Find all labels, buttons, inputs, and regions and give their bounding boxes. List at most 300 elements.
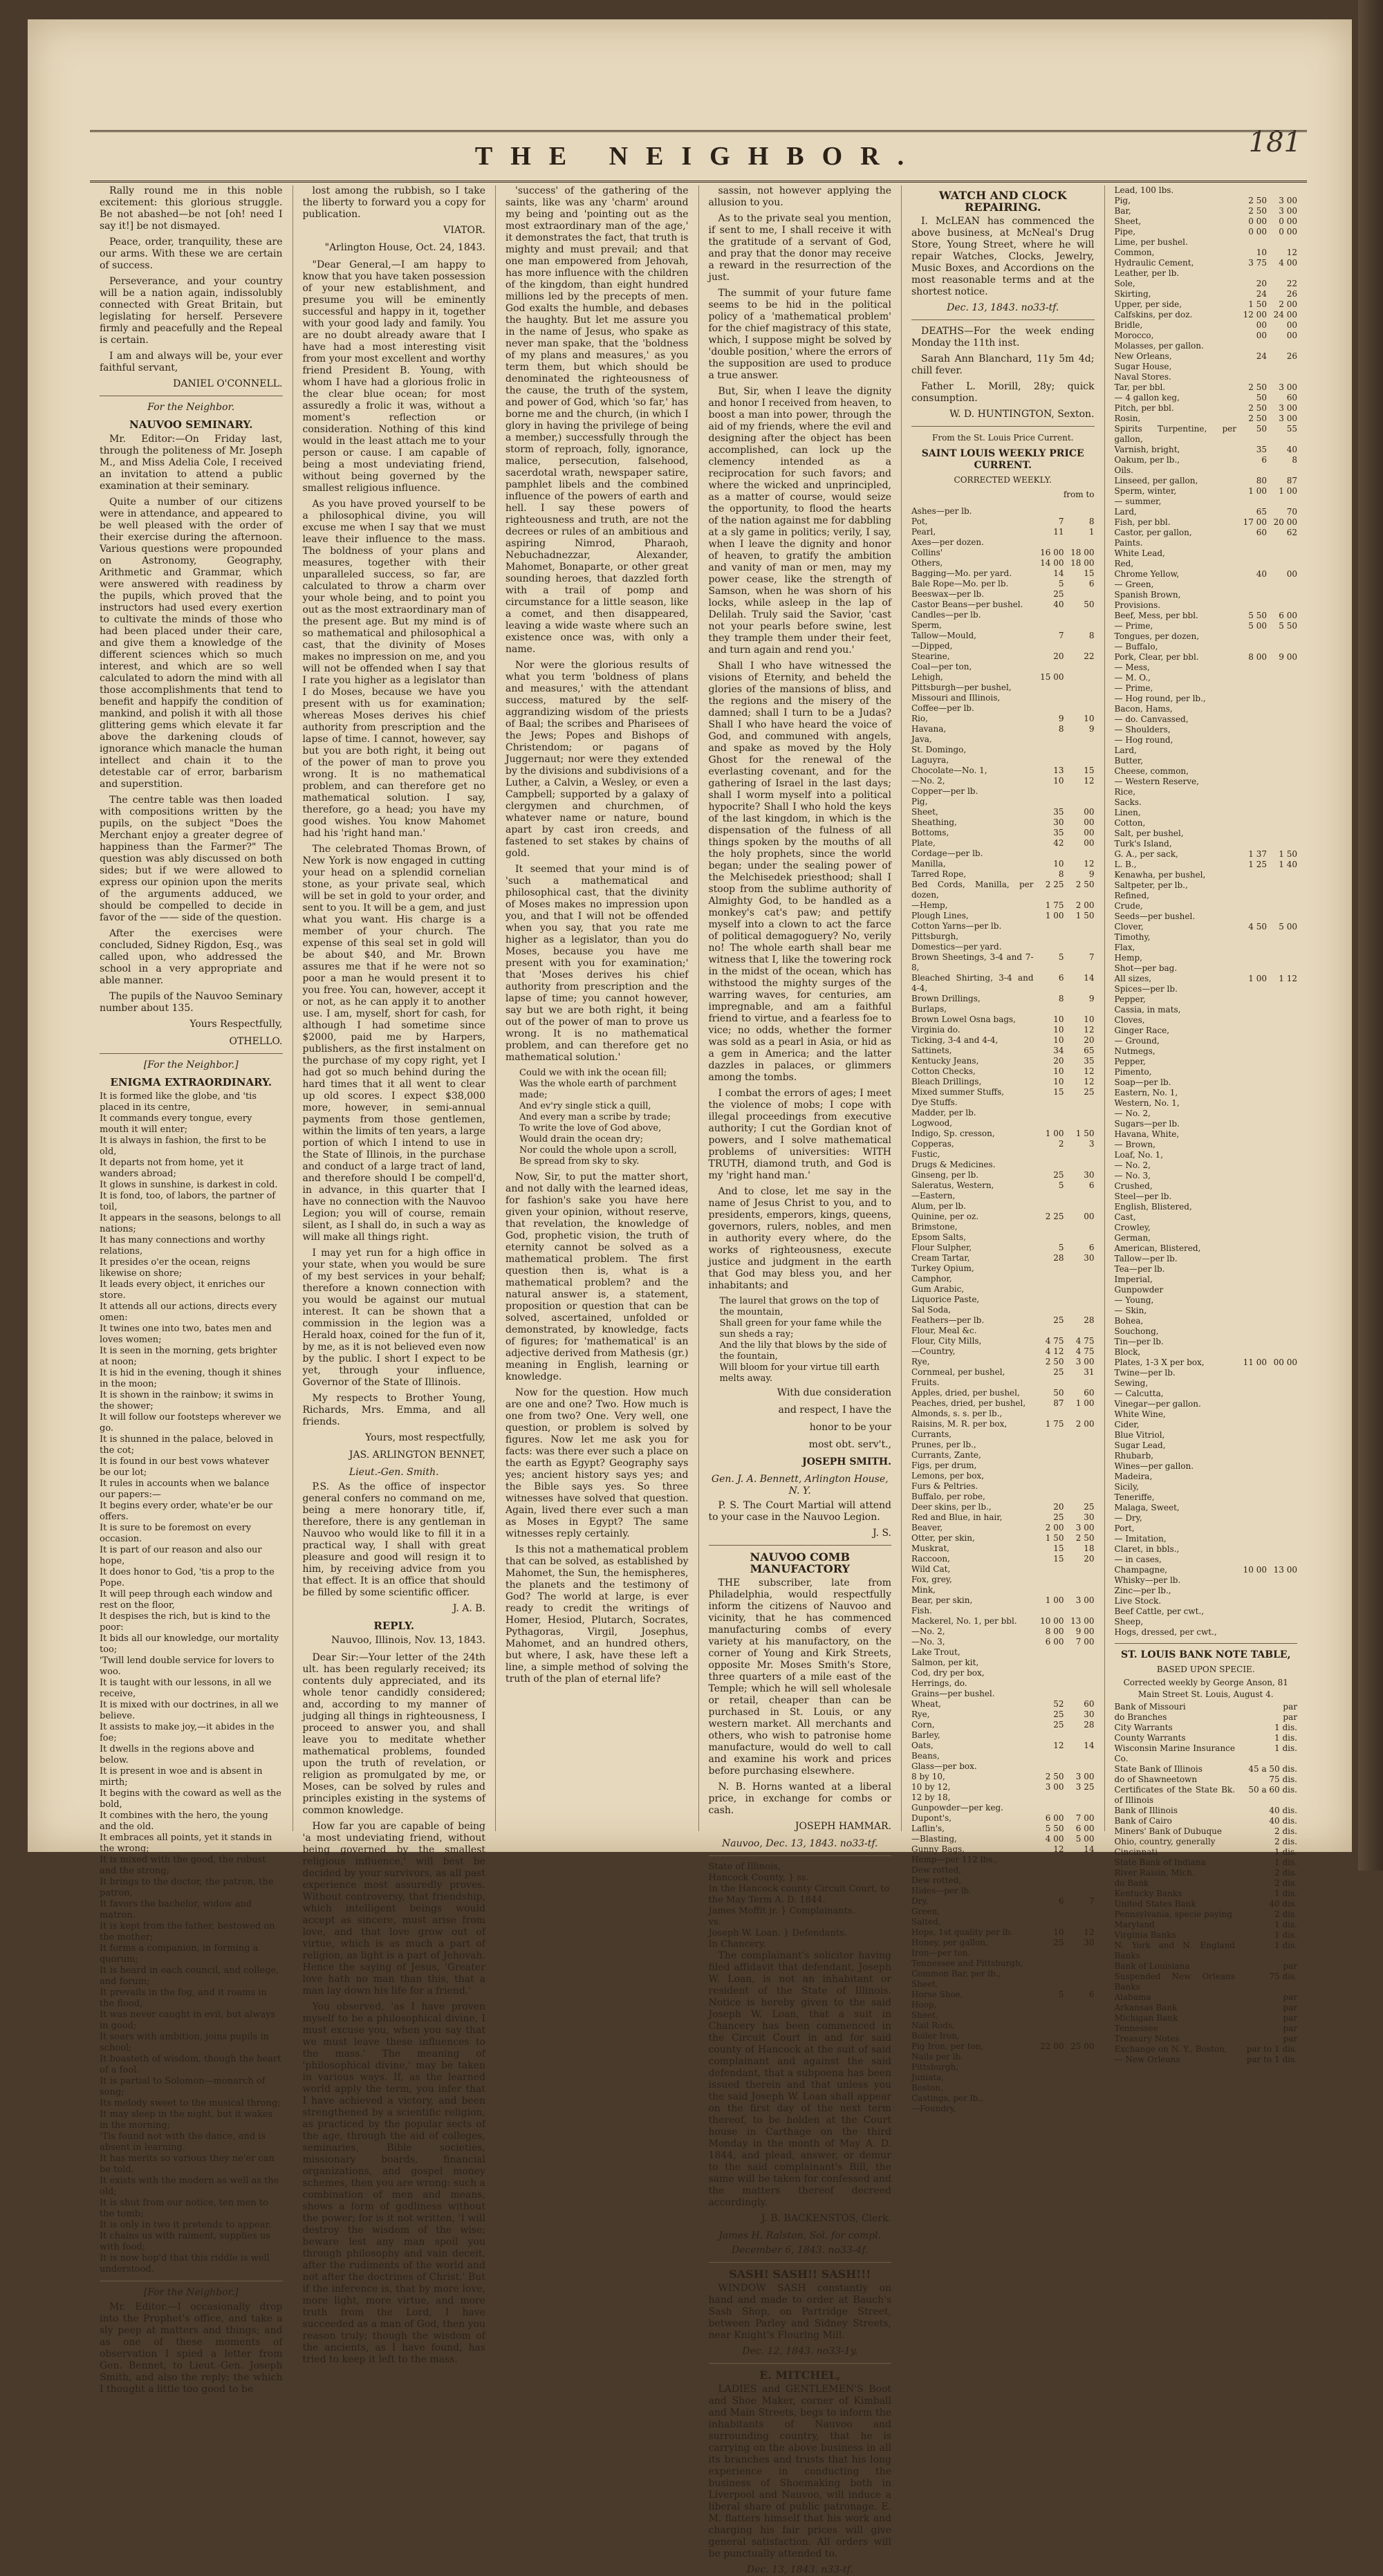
row-label: Ginseng, per lb. xyxy=(911,1170,979,1180)
paragraph: Rally round me in this noble excitement: this glorious struggle. Be not abashed—be not [oh! need I say it!] be not dismayed. xyxy=(100,185,283,232)
row-value xyxy=(1267,891,1297,901)
row-value xyxy=(1064,797,1095,807)
row-label: — M. O., xyxy=(1114,673,1151,683)
row-label: Ginger Race, xyxy=(1114,1026,1170,1035)
price-row xyxy=(1115,1368,1298,1378)
row-value xyxy=(1034,1979,1064,1990)
row-label: Champagne, xyxy=(1114,1565,1168,1575)
price-row xyxy=(1115,1160,1298,1171)
row-value: 50 xyxy=(1256,393,1267,402)
verse-line: Shall green for your fame while the sun sheds a ray; xyxy=(719,1318,882,1340)
row-value xyxy=(1064,1232,1095,1243)
row-value xyxy=(1034,1149,1064,1160)
row-value: 40 dis. xyxy=(1269,1899,1297,1909)
row-value xyxy=(1064,1409,1095,1419)
row-label: Madder, per lb. xyxy=(911,1108,976,1118)
row-value xyxy=(1267,1420,1297,1430)
row-label: —Country, xyxy=(911,1346,956,1356)
row-value xyxy=(1267,1150,1297,1160)
row-label: Virginia do. xyxy=(911,1025,960,1035)
row-value xyxy=(1034,1751,1064,1761)
bennet-signature: JAS. ARLINGTON BENNET, xyxy=(349,1449,485,1461)
row-value: 20 xyxy=(1084,1554,1095,1564)
row-label: Cotton, xyxy=(1114,818,1146,828)
row-value xyxy=(1064,693,1095,703)
price-row xyxy=(911,1222,1095,1232)
row-value xyxy=(1236,631,1267,642)
row-label: Pepper, xyxy=(1114,994,1146,1004)
poem-line: It presides o'er the ocean, reigns likewise on shore; xyxy=(100,1257,250,1279)
row-value: 10 00 xyxy=(1243,1565,1267,1575)
price-row xyxy=(911,1180,1095,1191)
row-label: Loaf, No. 1, xyxy=(1114,1150,1164,1160)
row-value xyxy=(1064,2010,1095,2021)
poem-line: It is shown in the rainbow; it swims in the shower; xyxy=(100,1390,274,1411)
price-row xyxy=(1115,777,1298,787)
row-value xyxy=(1236,1026,1267,1036)
row-value xyxy=(1064,1689,1095,1699)
verse-line: Would drain the ocean dry; xyxy=(519,1134,643,1145)
row-value xyxy=(1034,734,1064,745)
row-label: Plates, 1-3 X per box, xyxy=(1114,1358,1205,1367)
row-value xyxy=(1034,1575,1064,1585)
price-row xyxy=(1115,1472,1298,1482)
row-value: 5 50 xyxy=(1045,1824,1064,1833)
poem-line: It will follow our footsteps wherever we go. xyxy=(100,1412,281,1434)
row-label: Certificates of the State Bk. of Illinois xyxy=(1114,1785,1235,1805)
row-value: 8 00 xyxy=(1045,1627,1064,1636)
poem-line: It is hid in the evening, though it shines in the moon; xyxy=(100,1368,281,1389)
row-label: Beef Cattle, per cwt., xyxy=(1114,1606,1205,1616)
price-row xyxy=(911,1689,1095,1699)
row-label: Steel—per lb. xyxy=(1114,1192,1172,1201)
row-value: 0 00 xyxy=(1279,216,1297,226)
row-value xyxy=(1064,932,1095,942)
row-label: Maryland xyxy=(1114,1920,1155,1929)
row-label: Crude, xyxy=(1114,901,1143,911)
price-row xyxy=(911,1295,1095,1305)
bank-row xyxy=(1115,1806,1298,1816)
price-row xyxy=(1115,1212,1298,1223)
row-value: 4 00 xyxy=(1045,1834,1064,1844)
paragraph: Quite a number of our citizens were in attendance, and appeared to be well pleased with the order of their exercise during the afternoon. Various questions were propounded on Astronomy, Geography, Arithmetic and Grammar, which were answered with readiness by the pupils, which proved that the instructors had used every exertion to cultivate the minds of those who had been placed under their care, and give them a knowledge of the different sciences which so much interest, and which are so well calculated to adorn the mind with all those accomplishments that tend to benefit and happify the condition of mankind, and polish it with all those glittering gems which elevate it far above the darkening clouds of ignorance which manacle the human intellect and chain it to the detestable car of error, barbarism and superstition. xyxy=(100,497,283,790)
price-row xyxy=(911,1014,1095,1025)
price-row xyxy=(911,755,1095,766)
row-value xyxy=(1064,1751,1095,1761)
row-value: 13 00 xyxy=(1070,1616,1095,1626)
row-value xyxy=(1267,1088,1297,1098)
row-value xyxy=(1034,1658,1064,1668)
row-value xyxy=(1236,1617,1267,1627)
bank-row xyxy=(1115,1712,1298,1723)
row-value xyxy=(1064,1378,1095,1388)
row-label: Iron—per ton. xyxy=(911,1948,971,1958)
row-label: Burlaps, xyxy=(911,1004,947,1014)
row-value xyxy=(1064,1585,1095,1595)
row-label: New Orleans, xyxy=(1114,351,1172,361)
legal-line: In Chancery. xyxy=(708,1939,766,1949)
row-value: 25 xyxy=(1084,1087,1095,1097)
price-row xyxy=(911,672,1095,683)
row-value xyxy=(1064,1149,1095,1160)
row-value xyxy=(1064,1886,1095,1896)
price-row xyxy=(911,869,1095,880)
row-value xyxy=(1267,341,1297,351)
row-label: Flour, Meal &c. xyxy=(911,1326,977,1335)
price-row xyxy=(911,568,1095,579)
price-row xyxy=(1115,1171,1298,1181)
row-label: Rio, xyxy=(911,714,928,723)
verse-line: Nor could the whole upon a scroll, xyxy=(519,1145,677,1156)
row-value xyxy=(1236,1575,1267,1586)
row-label: Tennessee and Pittsburgh, xyxy=(911,1958,1023,1968)
row-value xyxy=(1064,745,1095,755)
price-row xyxy=(1115,548,1298,559)
row-label: Pimento, xyxy=(1114,1067,1152,1077)
row-value xyxy=(1236,994,1267,1005)
row-value xyxy=(1034,1461,1064,1471)
row-value: 3 75 xyxy=(1248,258,1267,268)
row-label: Havana, xyxy=(911,724,947,734)
poem-line: It has merits so various they ne'er can be told, xyxy=(100,2153,275,2175)
price-row xyxy=(1115,1378,1298,1389)
row-label: Sheet, xyxy=(911,2010,938,2020)
row-value xyxy=(1064,1730,1095,1741)
row-value: 2 00 xyxy=(1279,299,1297,309)
price-row xyxy=(1115,1026,1298,1036)
row-value: 7 xyxy=(1088,1896,1095,1906)
row-value xyxy=(1034,1875,1064,1886)
close-line-1: With due consideration xyxy=(777,1387,891,1398)
price-row xyxy=(911,807,1095,817)
row-value: 55 xyxy=(1286,424,1297,434)
row-value: par xyxy=(1283,2013,1297,2023)
row-value xyxy=(1064,662,1095,672)
row-value xyxy=(1034,1948,1064,1958)
paragraph: How far you are capable of being 'a most undeviating friend, without being governed by the smallest religious influence,' will best be decided by your survivors, as all past experience most assuredly proves. Without controversy, that friendship, which intelligent beings would accept as sincere, must arise from love, and that love grow out of virtue, which is as much a part of religion, as light is a part of Jehovah. Hence the saying of Jesus, 'Greater love hath no man than this, that a man lay down his life for a friend.' xyxy=(302,1821,485,1996)
price-row xyxy=(911,745,1095,755)
row-label: County Warrants xyxy=(1114,1733,1186,1743)
row-label: Morocco, xyxy=(1114,331,1154,340)
reply-title: REPLY. xyxy=(373,1620,415,1632)
row-value xyxy=(1267,1015,1297,1026)
price-row xyxy=(1115,1140,1298,1150)
row-label: Sewing, xyxy=(1114,1378,1149,1388)
row-label: Crushed, xyxy=(1114,1181,1153,1191)
row-label: Fox, grey, xyxy=(911,1575,952,1584)
divider xyxy=(911,319,1095,320)
row-label: Cotton Checks, xyxy=(911,1066,976,1076)
price-row xyxy=(911,1253,1095,1263)
row-label: Linen, xyxy=(1114,808,1141,817)
row-label: Bleached Shirting, 3-4 and 4-4, xyxy=(911,973,1034,993)
row-value xyxy=(1236,1523,1267,1534)
row-value xyxy=(1267,673,1297,683)
row-label: Chocolate—No. 1, xyxy=(911,766,987,775)
columns xyxy=(90,185,1307,2575)
price-row xyxy=(1115,1347,1298,1358)
row-value xyxy=(1236,1067,1267,1077)
price-row xyxy=(911,620,1095,631)
row-value xyxy=(1064,703,1095,714)
row-value xyxy=(1034,641,1064,651)
row-value: 2 50 xyxy=(1248,403,1267,413)
poem-line: It departs not from home, yet it wanders abroad; xyxy=(100,1158,243,1179)
bank-row xyxy=(1115,1920,1298,1930)
price-row xyxy=(1115,1586,1298,1596)
row-value xyxy=(1236,1461,1267,1472)
row-value xyxy=(1236,1430,1267,1440)
row-value: 8 00 xyxy=(1248,652,1267,662)
reply-continued-2 xyxy=(505,1171,689,1685)
row-value: 1 00 xyxy=(1248,486,1267,496)
row-label: Salmon, per kit, xyxy=(911,1658,979,1667)
row-value: 40 xyxy=(1256,569,1267,579)
row-value: 00 xyxy=(1084,1212,1095,1221)
row-value xyxy=(1236,1378,1267,1389)
row-label: Raccoon, xyxy=(911,1554,950,1564)
close-line-4: most obt. serv't., xyxy=(808,1439,891,1450)
mitchel-ad-title: E. MITCHEL, xyxy=(759,2369,841,2382)
price-row xyxy=(1115,1295,1298,1306)
row-value: par xyxy=(1283,1712,1297,1722)
viator-intro: lost among the rubbish, so I take the liberty to forward you a copy for publication. xyxy=(302,185,485,220)
price-row xyxy=(911,1917,1095,1927)
price-row xyxy=(911,942,1095,952)
price-row xyxy=(911,651,1095,662)
price-row xyxy=(911,1855,1095,1865)
row-value xyxy=(1034,2000,1064,2010)
row-value: 11 xyxy=(1053,527,1064,537)
row-value: 6 xyxy=(1088,1990,1095,1999)
price-row xyxy=(1115,1337,1298,1347)
row-label: Beeswax—per lb. xyxy=(911,589,985,599)
price-row xyxy=(911,693,1095,703)
row-value xyxy=(1236,828,1267,839)
row-value: 9 xyxy=(1088,724,1095,734)
row-value: par xyxy=(1283,2023,1297,2033)
price-row xyxy=(1115,1202,1298,1212)
price-row xyxy=(911,1077,1095,1087)
row-value xyxy=(1267,870,1297,880)
price-row xyxy=(911,1118,1095,1129)
prices-subtitle: CORRECTED WEEKLY. xyxy=(954,475,1052,485)
row-value: 6 xyxy=(1058,1896,1064,1906)
row-value: 20 xyxy=(1084,1035,1095,1045)
row-value xyxy=(1236,268,1267,279)
row-value xyxy=(1267,994,1297,1005)
row-value: 26 xyxy=(1286,351,1297,361)
poem-line: It forms a companion, in forming a quorum; xyxy=(100,1943,259,1965)
price-row xyxy=(1115,393,1298,403)
bottom-source: [For the Neighbor.] xyxy=(143,2287,239,2298)
row-value xyxy=(1236,1472,1267,1482)
row-value xyxy=(1236,1492,1267,1503)
verse-line: And the lily that blows by the side of the fountain, xyxy=(719,1340,887,1362)
bank-row xyxy=(1115,1816,1298,1826)
row-value xyxy=(1034,1263,1064,1274)
row-value xyxy=(1267,1440,1297,1451)
row-label: Lead, 100 lbs. xyxy=(1114,185,1174,195)
price-row xyxy=(1115,1440,1298,1451)
row-value xyxy=(1034,1201,1064,1212)
price-row xyxy=(1115,341,1298,351)
row-label: Pearl, xyxy=(911,527,936,537)
price-row xyxy=(911,1720,1095,1730)
row-value xyxy=(1267,1233,1297,1243)
price-row xyxy=(911,610,1095,620)
price-row xyxy=(911,1658,1095,1668)
price-row xyxy=(911,994,1095,1004)
row-value: 1 dis. xyxy=(1274,1920,1297,1929)
row-value xyxy=(1064,1471,1095,1481)
price-row xyxy=(911,1315,1095,1326)
row-value xyxy=(1064,1429,1095,1440)
row-label: Bank of Illinois xyxy=(1114,1806,1178,1815)
row-label: Ashes—per lb. xyxy=(911,506,972,516)
price-row xyxy=(1115,943,1298,953)
row-label: Feathers—per lb. xyxy=(911,1315,985,1325)
poem-line: It rules in accounts when we balance our papers:— xyxy=(100,1479,270,1500)
row-value: 8 xyxy=(1292,455,1297,465)
price-row xyxy=(911,1938,1095,1948)
poem-line: It is formed like the globe, and 'tis placed in its centre, xyxy=(100,1091,257,1113)
row-value: 1 xyxy=(1088,527,1095,537)
price-row xyxy=(911,1129,1095,1139)
row-value xyxy=(1236,1389,1267,1399)
prices-title: SAINT LOUIS WEEKLY PRICE CURRENT. xyxy=(921,448,1084,471)
row-label: American, Blistered, xyxy=(1114,1243,1201,1253)
row-value xyxy=(1034,2062,1064,2073)
row-value: 30 xyxy=(1084,1512,1095,1522)
poem-line: It exists with the modern as well as the old; xyxy=(100,2176,279,2197)
price-row xyxy=(911,973,1095,994)
row-value: 6 xyxy=(1088,579,1095,589)
row-label: Twine—per lb. xyxy=(1114,1368,1176,1378)
row-value: 12 xyxy=(1053,1741,1064,1750)
price-row xyxy=(911,2041,1095,2052)
price-row xyxy=(1115,1088,1298,1098)
row-label: Glass—per box. xyxy=(911,1761,977,1771)
bank-row xyxy=(1115,1930,1298,1940)
row-value: par xyxy=(1283,1702,1297,1712)
row-value xyxy=(1267,984,1297,994)
row-value: 2 00 xyxy=(1075,1419,1095,1429)
row-value xyxy=(1267,1067,1297,1077)
paragraph: The centre table was then loaded with compositions written by the pupils, on the subject "Does the Merchant enjoy a greater degree of happiness than the Farmer?" The question was ably discussed on both sides; but if we were allowed to express our opinion upon the merits of the arguments adduced, we should be compelled to decide in favor of the —— side of the question. xyxy=(100,795,283,923)
watch-ad-title: WATCH AND CLOCK REPAIRING. xyxy=(938,189,1067,214)
row-label: Tarred Rope, xyxy=(911,869,967,879)
row-label: Copper—per lb. xyxy=(911,786,978,796)
row-label: Rye, xyxy=(911,1357,930,1366)
price-row xyxy=(911,683,1095,693)
row-label: — Young, xyxy=(1114,1295,1154,1305)
seminary-close: Yours Respectfully, xyxy=(189,1019,283,1030)
row-value: 00 xyxy=(1286,320,1297,330)
row-value: 65 xyxy=(1084,1046,1095,1055)
row-label: Mixed summer Stuffs, xyxy=(911,1087,1005,1097)
row-value xyxy=(1034,506,1064,517)
row-label: Butter, xyxy=(1114,756,1144,766)
row-value xyxy=(1236,1254,1267,1264)
row-value xyxy=(1267,1586,1297,1596)
row-label: Barley, xyxy=(911,1730,940,1740)
row-label: Oils. xyxy=(1114,465,1133,475)
row-value xyxy=(1267,538,1297,548)
row-value xyxy=(1236,963,1267,974)
price-row xyxy=(1115,248,1298,258)
row-value: 25 xyxy=(1053,1720,1064,1730)
row-value: 50 xyxy=(1256,424,1267,434)
price-row xyxy=(911,1367,1095,1378)
row-value xyxy=(1267,1057,1297,1067)
row-value xyxy=(1034,1678,1064,1689)
row-label: — New Orleans xyxy=(1114,2055,1180,2064)
row-label: Fustic, xyxy=(911,1149,940,1159)
row-value xyxy=(1034,1326,1064,1336)
row-label: Cloves, xyxy=(1114,1015,1145,1025)
price-row xyxy=(1115,994,1298,1005)
sash-ad-title: SASH! SASH!! SASH!!! xyxy=(729,2268,871,2281)
price-row xyxy=(911,838,1095,849)
row-value: 12 00 xyxy=(1243,310,1267,319)
price-row xyxy=(911,952,1095,973)
poem-line: It is always in fashion, the first to be old, xyxy=(100,1136,266,1157)
price-row xyxy=(1115,382,1298,393)
row-label: Sheet, xyxy=(911,1979,938,1989)
price-row xyxy=(1115,1243,1298,1254)
price-row xyxy=(911,1875,1095,1886)
row-value: 12 xyxy=(1053,1844,1064,1854)
row-value: par to 1 dis. xyxy=(1246,2055,1297,2064)
price-row xyxy=(1115,258,1298,268)
price-row xyxy=(1115,839,1298,849)
row-value xyxy=(1236,745,1267,756)
row-value xyxy=(1236,1109,1267,1119)
row-value xyxy=(1236,1129,1267,1140)
row-value xyxy=(1034,797,1064,807)
row-label: United States Bank xyxy=(1114,1899,1196,1909)
verse-line: Be spread from sky to sky. xyxy=(519,1156,640,1167)
price-row xyxy=(1115,497,1298,507)
row-value: 2 00 xyxy=(1075,900,1095,910)
seminary-body xyxy=(100,434,283,1014)
row-label: Saltpeter, per lb., xyxy=(1114,880,1188,890)
price-row xyxy=(911,1678,1095,1689)
price-row xyxy=(911,1004,1095,1014)
row-label: Manilla, xyxy=(911,859,946,869)
row-value xyxy=(1064,1263,1095,1274)
row-label: Liquorice Paste, xyxy=(911,1295,980,1304)
row-value xyxy=(1034,786,1064,797)
row-label: Tin—per lb. xyxy=(1114,1337,1164,1346)
row-value xyxy=(1236,870,1267,880)
bank-row xyxy=(1115,1775,1298,1785)
row-value xyxy=(1236,901,1267,911)
row-value xyxy=(1064,1575,1095,1585)
row-label: Buffalo, per robe, xyxy=(911,1492,985,1501)
row-label: Upper, per side, xyxy=(1114,299,1182,309)
price-row xyxy=(1115,1389,1298,1399)
row-value: 6 xyxy=(1058,973,1064,983)
row-value xyxy=(1267,1026,1297,1036)
poem-line: It brings to the doctor, the patron, the patron, xyxy=(100,1877,274,1898)
row-value: 4 75 xyxy=(1075,1346,1095,1356)
price-row xyxy=(1115,227,1298,237)
row-value: 00 xyxy=(1286,331,1297,340)
row-value xyxy=(1267,559,1297,569)
price-row xyxy=(911,1212,1095,1222)
